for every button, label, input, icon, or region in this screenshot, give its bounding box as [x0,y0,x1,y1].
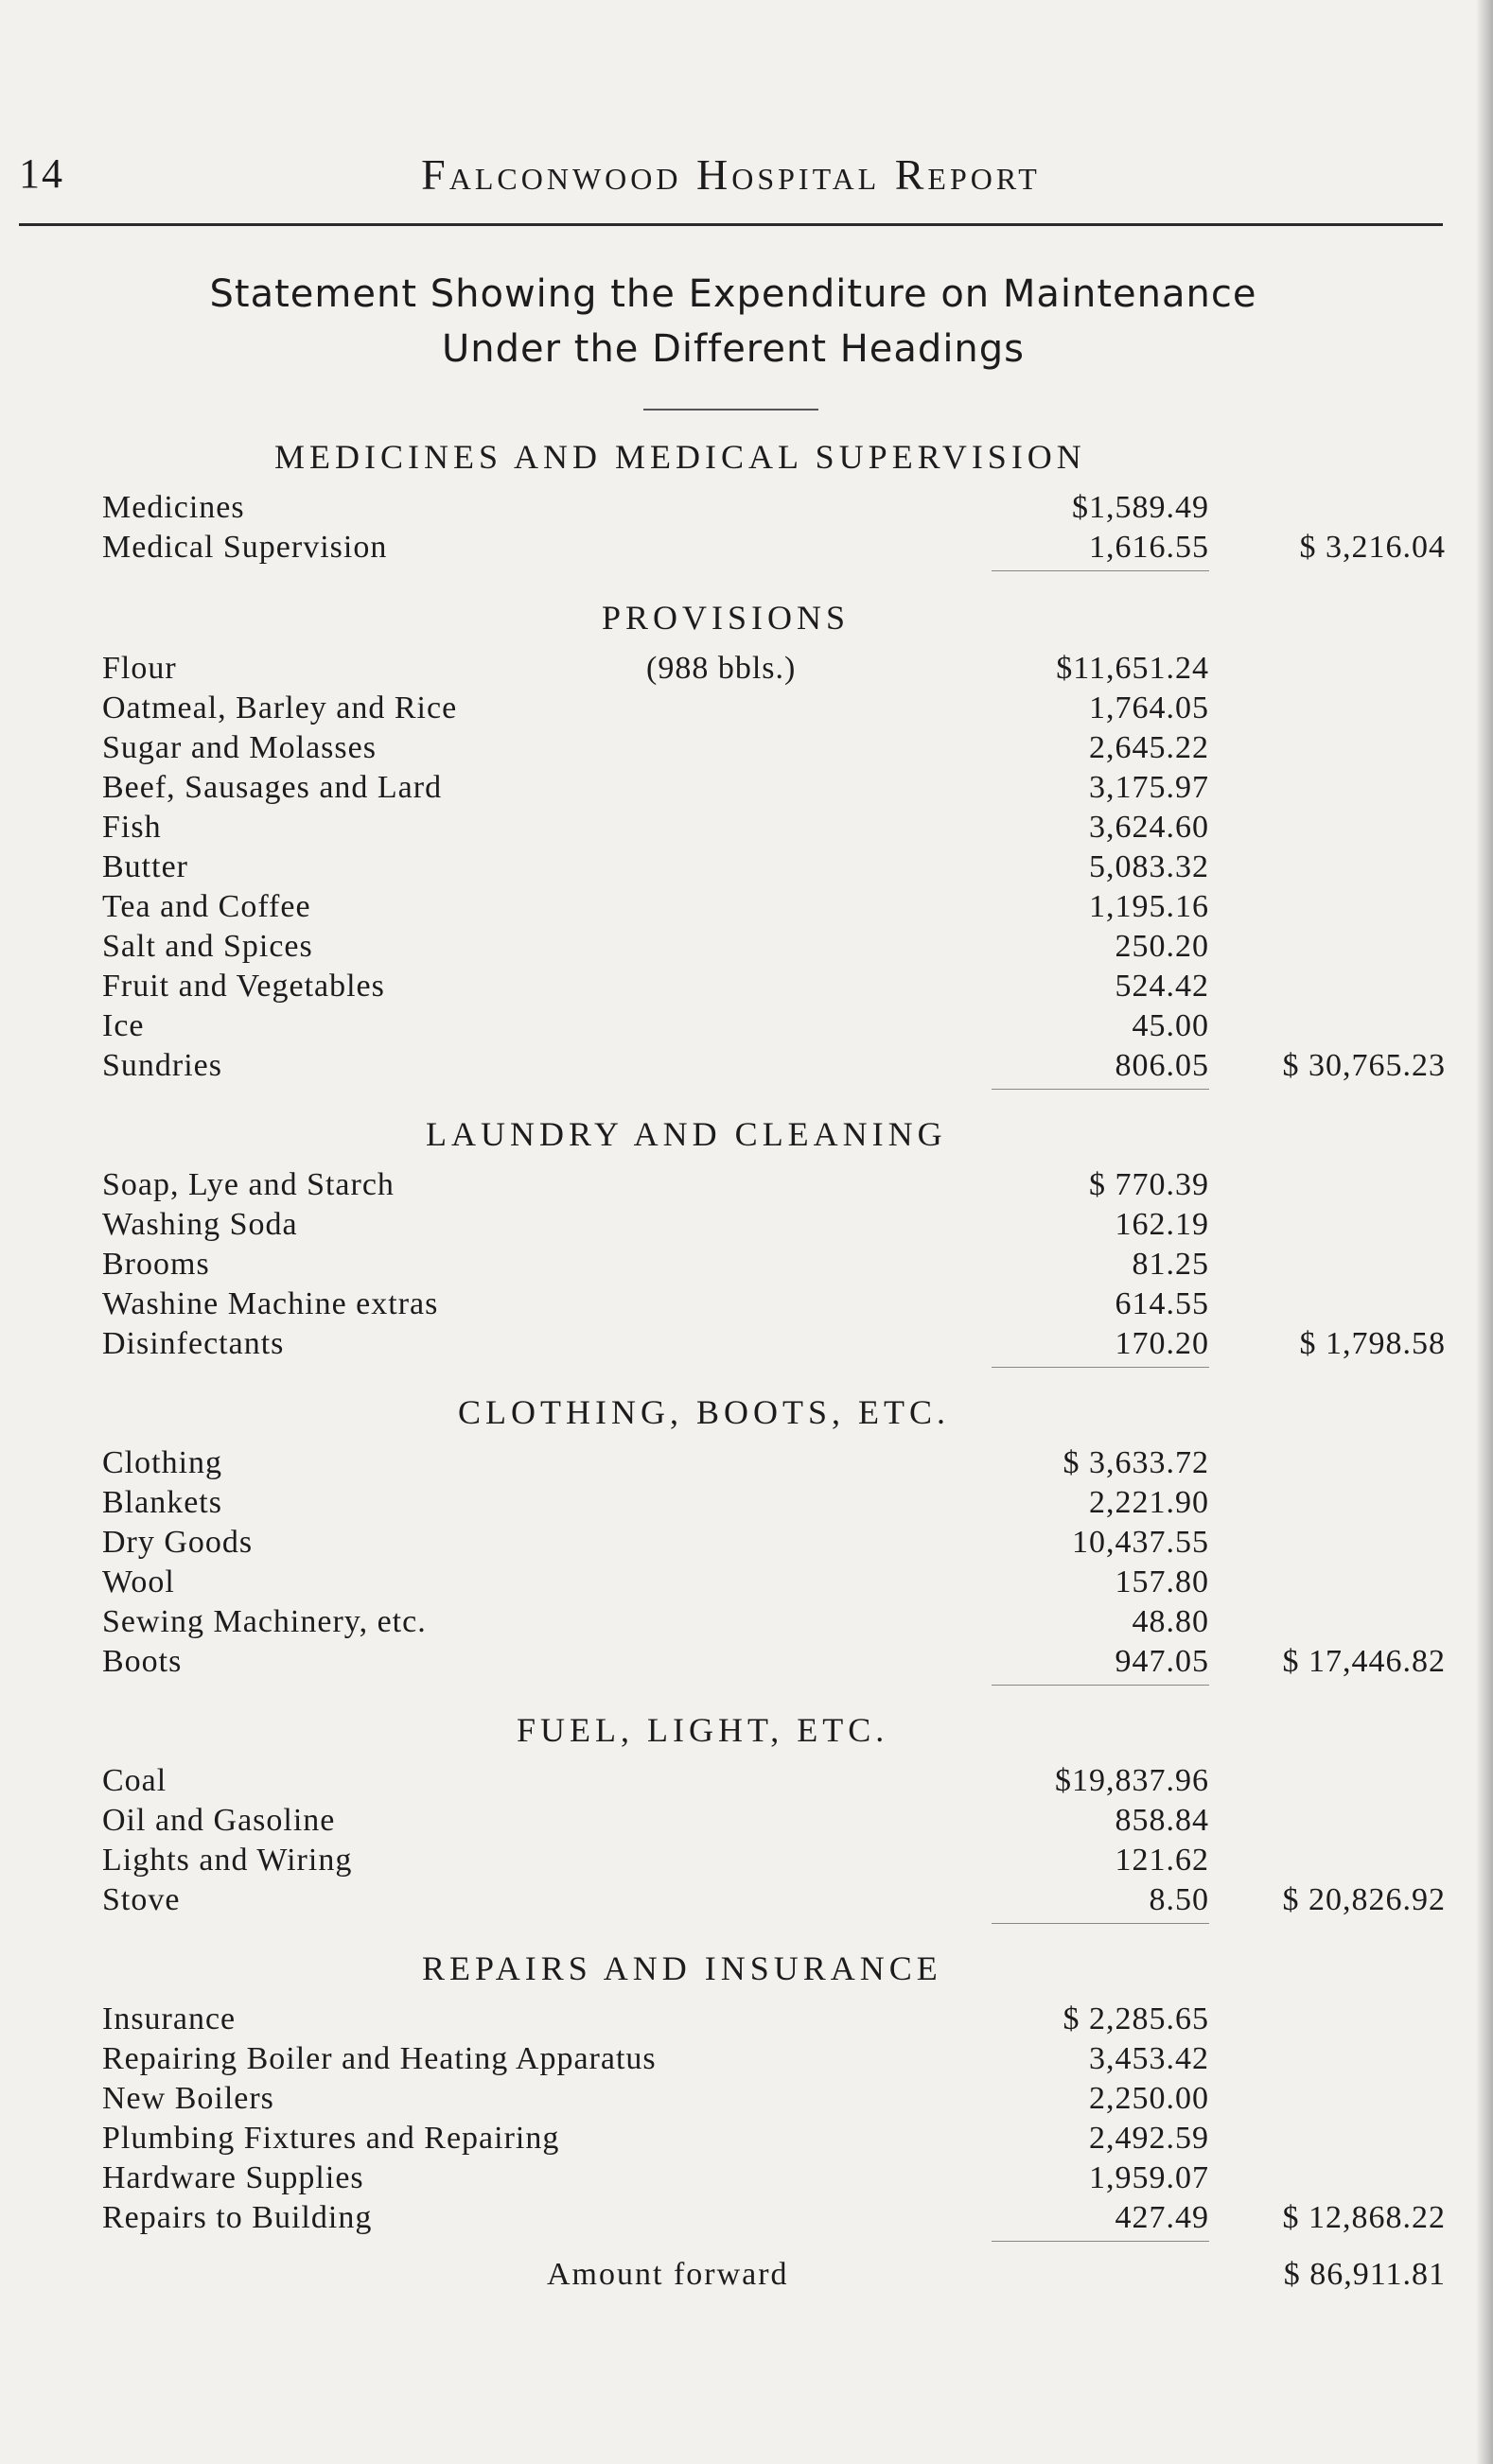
row-label: Washine Machine extras [102,1286,439,1321]
table-row [102,488,1361,528]
table-row [102,2198,1446,2238]
amount-forward-total: $ 86,911.81 [1283,2257,1446,2292]
row-label: Dry Goods [102,1525,254,1560]
row-label: Flour [102,651,177,686]
table-row [102,2000,1361,2039]
row-amount: 806.05 [925,1046,1209,1086]
row-label: Butter [102,849,188,884]
section-total: $ 12,868.22 [1282,2200,1446,2235]
table-row [102,1165,1361,1205]
row-amount: 524.42 [1115,969,1209,1004]
row-amount: 1,764.05 [1089,690,1209,725]
row-amount: 121.62 [1115,1843,1209,1878]
row-amount: 48.80 [1132,1604,1209,1639]
row-label: Insurance [102,2001,237,2036]
section-total: $ 1,798.58 [1299,1326,1446,1361]
row-amount: 170.20 [925,1324,1209,1364]
row-label: Oatmeal, Barley and Rice [102,690,458,725]
table-row [102,1523,1361,1563]
table-row [102,1483,1361,1523]
title-line-1: Statement Showing the Expenditure on Maintenance [209,272,1257,316]
row-amount: 5,083.32 [1089,849,1209,884]
row-label: Oil and Gasoline [102,1803,336,1838]
table-row [102,927,1361,967]
section-heading-repairs: REPAIRS AND INSURANCE [422,1949,942,1987]
row-amount: 3,453.42 [1089,2041,1209,2076]
row-label: Wool [102,1564,175,1599]
row-label: Medicines [102,490,245,525]
table-row [102,1602,1361,1642]
statement-title [95,267,1372,376]
table-row [102,1284,1361,1324]
section-heading-laundry: LAUNDRY AND CLEANING [426,1115,947,1153]
row-label: Soap, Lye and Starch [102,1167,395,1202]
section-heading-medicines: MEDICINES AND MEDICAL SUPERVISION [274,438,1086,476]
row-amount: 3,175.97 [1089,770,1209,805]
row-label: Repairs to Building [102,2200,373,2235]
table-row [102,1642,1446,1682]
row-amount: 2,645.22 [1089,730,1209,765]
row-note: (988 bbls.) [646,651,797,686]
table-row [102,1245,1361,1284]
table-row [102,848,1361,887]
row-label: Beef, Sausages and Lard [102,770,443,805]
title-divider [643,409,818,411]
row-label: Lights and Wiring [102,1843,353,1878]
section-total: $ 30,765.23 [1282,1048,1446,1083]
row-amount: 45.00 [1132,1008,1209,1043]
row-label: Blankets [102,1485,222,1520]
row-amount: $ 770.39 [1089,1167,1209,1202]
section-heading-clothing: CLOTHING, BOOTS, ETC. [458,1393,950,1431]
table-row [102,1205,1361,1245]
table-row [102,2158,1361,2198]
row-label: Plumbing Fixtures and Repairing [102,2121,560,2156]
table-row [102,808,1361,848]
row-amount: $19,837.96 [1055,1763,1209,1798]
row-amount: 2,492.59 [1089,2121,1209,2156]
row-amount: 1,616.55 [925,528,1209,568]
page-number: 14 [19,150,64,197]
row-amount: 157.80 [1115,1564,1209,1599]
page-edge-shadow [1476,0,1493,2464]
row-amount: 81.25 [1132,1247,1209,1282]
row-amount: 427.49 [925,2198,1209,2238]
running-title: Falconwood Hospital Report [421,150,1041,199]
row-amount: 8.50 [925,1880,1209,1920]
table-row [102,1841,1361,1880]
section-heading-fuel: FUEL, LIGHT, ETC. [517,1711,889,1749]
row-label: Ice [102,1008,145,1043]
row-label: Sewing Machinery, etc. [102,1604,427,1639]
row-label: Sundries [102,1048,222,1083]
table-row [102,1761,1361,1801]
table-row [102,2039,1361,2079]
section-total: $ 20,826.92 [1282,1882,1446,1917]
row-label: Clothing [102,1445,223,1480]
row-label: Hardware Supplies [102,2160,364,2195]
row-amount: 10,437.55 [1072,1525,1209,1560]
row-amount: 2,250.00 [1089,2081,1209,2116]
row-amount: 858.84 [1115,1803,1209,1838]
row-label: Washing Soda [102,1207,298,1242]
table-row [102,768,1361,808]
table-row [102,1324,1446,1364]
section-heading-provisions: PROVISIONS [602,599,851,637]
row-amount: $1,589.49 [1072,490,1209,525]
row-label: New Boilers [102,2081,274,2116]
section-total: $ 3,216.04 [1299,530,1446,565]
row-label: Boots [102,1644,183,1679]
section-total: $ 17,446.82 [1282,1644,1446,1679]
row-amount: 614.55 [1115,1286,1209,1321]
table-row [102,1880,1446,1920]
page-header [19,142,1443,218]
row-label: Medical Supervision [102,530,388,565]
amount-forward-label: Amount forward [547,2257,789,2292]
row-label: Fruit and Vegetables [102,969,385,1004]
table-row [102,689,1361,728]
row-amount: $ 3,633.72 [1063,1445,1209,1480]
header-rule [19,223,1443,226]
table-row [102,2119,1361,2158]
row-label: Coal [102,1763,167,1798]
row-label: Tea and Coffee [102,889,311,924]
row-amount: 2,221.90 [1089,1485,1209,1520]
row-amount: 250.20 [1115,929,1209,964]
table-row [102,1563,1361,1602]
table-row [102,649,1361,689]
title-line-2: Under the Different Headings [441,327,1026,371]
row-label: Fish [102,810,162,845]
row-amount: 1,959.07 [1089,2160,1209,2195]
table-row [102,1443,1361,1483]
table-row [102,2079,1361,2119]
row-amount: $11,651.24 [1056,651,1209,686]
row-amount: 3,624.60 [1089,810,1209,845]
table-row [102,967,1361,1006]
table-row [102,1006,1361,1046]
table-row [102,528,1446,568]
row-amount: 947.05 [925,1642,1209,1682]
table-row [102,1801,1361,1841]
amount-forward-row [102,2255,1446,2295]
row-label: Sugar and Molasses [102,730,377,765]
row-amount: $ 2,285.65 [1063,2001,1209,2036]
row-label: Disinfectants [102,1326,285,1361]
table-row [102,887,1361,927]
row-label: Repairing Boiler and Heating Apparatus [102,2041,657,2076]
row-amount: 162.19 [1115,1207,1209,1242]
table-row [102,1046,1446,1086]
row-amount: 1,195.16 [1089,889,1209,924]
table-row [102,728,1361,768]
row-label: Stove [102,1882,181,1917]
row-label: Brooms [102,1247,210,1282]
row-label: Salt and Spices [102,929,313,964]
